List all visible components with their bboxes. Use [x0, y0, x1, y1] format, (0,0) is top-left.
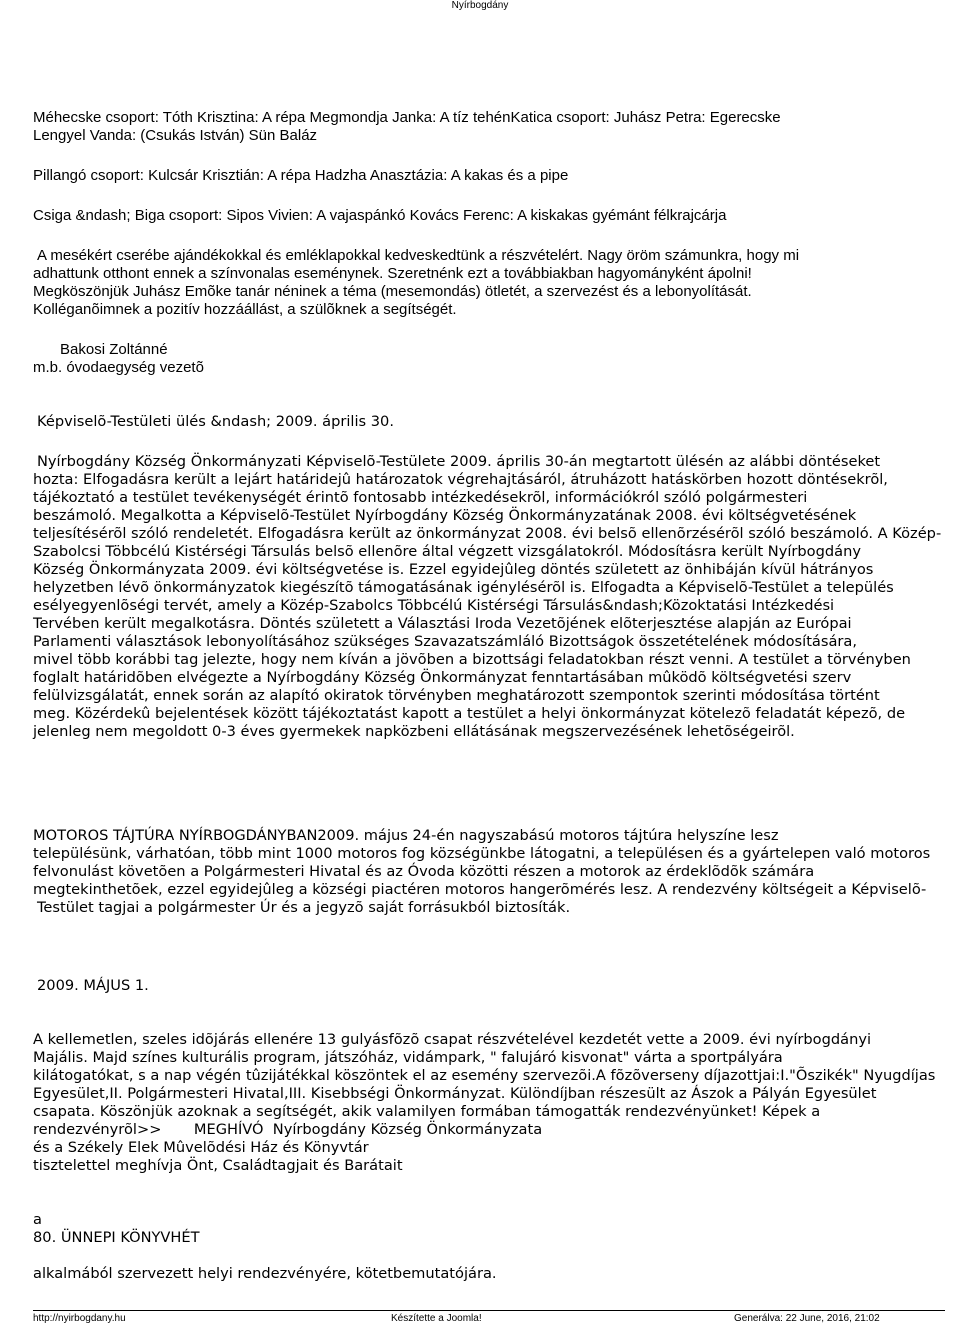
- unnepi-konyvhet: 80. ÜNNEPI KÖNYVHÉT: [33, 1229, 200, 1246]
- council-line: Nyírbogdány Község Önkormányzati Képviselõ-Testülete 2009. április 30-án megtartott ülésén az alábbi döntéseket: [37, 453, 881, 470]
- pillango-group: Pillangó csoport: Kulcsár Krisztián: A répa Hadzha Anasztázia: A kakas és a pipe: [33, 167, 569, 184]
- majus-line: és a Székely Elek Mûvelõdési Ház és Könyvtár: [33, 1139, 369, 1156]
- motoros-line: megtekinthetõek, ezzel egyidejûleg a községi piactéren motoros hangerõmérés lesz. A rendezvény költségeit a Képviselõ-: [33, 881, 927, 898]
- majus-line: Egyesület,II. Polgármesteri Hivatal,III. Kisebbségi Önkormányzat. Különdíjban részesült az Ászok a Pályán Egyesület: [33, 1085, 877, 1102]
- thanks-line-3: Megköszönjük Juhász Emõke tanár néninek a téma (mesemondás) ötletét, a szervezést és a lebonyolítását.: [33, 283, 752, 300]
- council-line: Szabolcsi Többcélú Kistérségi Társulás belsõ ellenõre által végzett vizsgálatokról. Módosításra került Nyírbogdány: [33, 543, 861, 560]
- majus-line: csapata. Köszönjük azoknak a segítségét, akik valamilyen formában támogatták rendezvényünket! Képek a: [33, 1103, 821, 1120]
- motoros-line: településünk, várhatóan, több mint 1000 motoros fog községünkbe látogatni, a településen és a gyártelepen való motoros: [33, 845, 931, 862]
- page-header: [0, 0, 960, 12]
- majus-title: 2009. MÁJUS 1.: [37, 977, 149, 994]
- motoros-line: Testület tagjai a polgármester Úr és a jegyzõ saját forrásukból biztosíták.: [37, 899, 571, 916]
- article-content: [33, 109, 945, 1283]
- council-line: esélyegyenlõségi tervét, amely a Közép-Szabolcs Többcélú Kistérségi Társulás&ndash;Közoktatási Intézkedési: [33, 597, 835, 614]
- council-section: [33, 413, 945, 1283]
- site-title: Nyírbogdány: [451, 0, 509, 11]
- footer-made-by: Készítette a Joomla!: [391, 1313, 482, 1324]
- footer-url-link[interactable]: http://nyirbogdany.hu: [33, 1313, 126, 1324]
- council-line: Község Önkormányzata 2009. évi költségvetése is. Ezzel egyidejûleg döntés született az önhibáján kívül hátrányos: [33, 561, 874, 578]
- majus-line: tisztelettel meghívja Önt, Családtagjait és Barátait: [33, 1157, 403, 1174]
- council-line: helyzetben lévõ önkormányzatok kiegészítõ támogatásának igénylésérõl is. Elfogadta a Képviselõ-Testület a település: [33, 579, 894, 596]
- council-line: felülvizsgálatát, ennek során az alapító okiratok törvényben meghatározott szempontok szerinti módosítása történt: [33, 687, 880, 704]
- footer-divider: [33, 1310, 945, 1311]
- majus-line: rendezvényrõl>> MEGHÍVÓ Nyírbogdány Község Önkormányzata: [33, 1121, 543, 1138]
- council-line: teljesítésérõl szóló rendeletét. Elfogadásra került az önkormányzat 2008. évi belsõ ellenõrzésérõl szóló beszámoló. A Közép-: [33, 525, 942, 542]
- council-line: jelenleg nem megoldott 0-3 éves gyermekek napközbeni ellátásának megszervezésének lehetõségeirõl.: [33, 723, 795, 740]
- thanks-line-1: A mesékért cserébe ajándékokkal és emléklapokkal kedveskedtünk a részvételért. Nagy öröm számunkra, hogy mi: [37, 247, 800, 264]
- groups-line-1: Méhecske csoport: Tóth Krisztina: A répa Megmondja Janka: A tíz tehénKatica csoport: Juhász Petra: Egerecske: [33, 109, 781, 126]
- council-title: Képviselõ-Testületi ülés &ndash; 2009. április 30.: [37, 413, 394, 430]
- page-footer: [33, 1313, 945, 1325]
- footer-generated: Generálva: 22 June, 2016, 21:02: [734, 1313, 880, 1324]
- majus-a-line: a: [33, 1211, 42, 1228]
- thanks-line-4: Kolléganõimnek a pozitív hozzáállást, a szülõknek a segítségét.: [33, 301, 457, 318]
- council-line: hozta: Elfogadásra került a lejárt határidejû határozatok végrehajtásáról, átruházott hatáskörben hozott döntésekrõl,: [33, 471, 888, 488]
- council-line: mivel több korábbi tag jelezte, hogy nem kíván a jövõben a bizottsági feladatokban részt venni. A testület a törvényben: [33, 651, 911, 668]
- council-line: Tervében került megalkotásra. Döntés született a Választási Iroda Vezetõjének elõterjesztése alapján az Európai: [33, 615, 852, 632]
- majus-line: kilátogatókat, s a nap végén tûzijátékkal köszöntek el az esemény szervezõi.A fõzõverseny díjazottjai:I."Õszikék" Nyugdíjas: [33, 1067, 936, 1084]
- council-line: tájékoztató a testület tevékenységét érintõ fontosabb intézkedésekrõl, információkról szóló polgármesteri: [33, 489, 808, 506]
- csiga-group: Csiga &ndash; Biga csoport: Sipos Vivien: A vajaspánkó Kovács Ferenc: A kiskakas gyémánt félkrajcárja: [33, 207, 727, 224]
- motoros-line: MOTOROS TÁJTÚRA NYÍRBOGDÁNYBAN2009. május 24-én nagyszabású motoros tájtúra helyszíne lesz: [33, 827, 779, 844]
- majus-line: Majális. Majd színes kulturális program, játszóház, vidámpark, " falujáró kisvonat" várta a sportpályára: [33, 1049, 783, 1066]
- council-line: meg. Közérdekû bejelentések között tájékoztatást kapott a testület a helyi önkormányzat kötelezõ feladatát képezõ, de: [33, 705, 906, 722]
- majus-line: A kellemetlen, szeles idõjárás ellenére 13 gulyásfõzõ csapat részvételével kezdetét vette a 2009. évi nyírbogdányi: [33, 1031, 872, 1048]
- motoros-line: felvonulást követõen a Polgármesteri Hivatal és az Óvoda közötti részen a motorok az érdeklõdõk számára: [33, 863, 815, 880]
- groups-line-2: Lengyel Vanda: (Csukás István) Sün Baláz: [33, 127, 318, 144]
- signature-title: m.b. óvodaegység vezetõ: [33, 359, 204, 376]
- council-line: foglalt határidõben elvégezte a Nyírbogdány Község Önkormányzat fenntartásában mûködõ költségvetési szerv: [33, 669, 852, 686]
- council-line: Parlamenti választások lebonyolításához szükséges Szavazatszámláló Bizottságok összetételének módosítására,: [33, 633, 857, 650]
- majus-closing: alkalmából szervezett helyi rendezvényére, kötetbemutatójára.: [33, 1265, 497, 1282]
- thanks-line-2: adhattunk otthont ennek a színvonalas eseménynek. Szeretnénk ezt a továbbiakban hagyományként ápolni!: [33, 265, 752, 282]
- council-line: beszámoló. Megalkotta a Képviselõ-Testület Nyírbogdány Község Önkormányzatának 2008. évi költségvetésének: [33, 507, 857, 524]
- signature-name: Bakosi Zoltánné: [60, 341, 168, 358]
